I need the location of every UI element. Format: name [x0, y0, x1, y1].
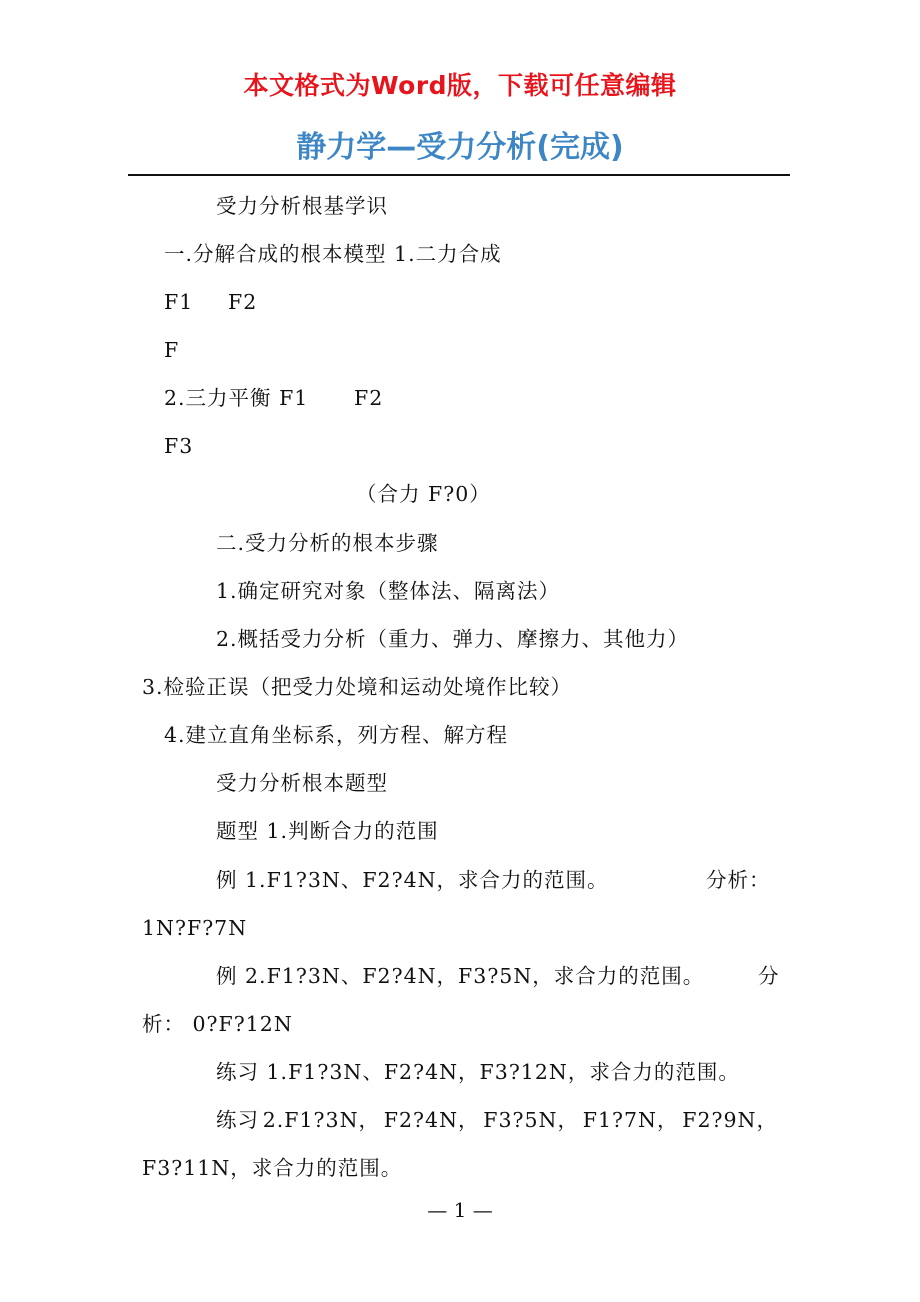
paragraph-line: 3.检验正误（把受力处境和运动处境作比较） — [142, 675, 573, 699]
paragraph-line: 1.确定研究对象（整体法、隔离法） — [216, 579, 561, 603]
text-segment: F2?4N， — [383, 1108, 480, 1132]
paragraph-line: F3?11N，求合力的范围。 — [142, 1156, 403, 1180]
paragraph-line: 分 — [758, 964, 780, 988]
text-segment: 2.F1?3N， — [262, 1108, 381, 1132]
download-banner: 本文格式为Word版，下载可任意编辑 — [243, 71, 677, 100]
text-segment: F2?9N， — [682, 1108, 778, 1132]
paragraph-line: （合力 F?0） — [356, 482, 491, 506]
paragraph-line: 题型 1.判断合力的范围 — [216, 819, 439, 843]
paragraph-line — [216, 1107, 778, 1133]
title-divider — [128, 174, 790, 176]
paragraph-line: F — [164, 338, 180, 362]
paragraph-line: F2 — [228, 290, 258, 314]
text-segment: F1?7N， — [582, 1108, 679, 1132]
paragraph-line: 2.三力平衡 F1 — [164, 386, 309, 410]
paragraph-line: 例 1.F1?3N、F2?4N，求合力的范围。 — [216, 868, 609, 892]
paragraph-line: 一.分解合成的根本模型 1.二力合成 — [164, 242, 502, 266]
paragraph-line: 练习 1.F1?3N、F2?4N，F3?12N，求合力的范围。 — [216, 1060, 740, 1084]
document-title: 静力学—受力分析(完成) — [296, 130, 624, 165]
text-segment: 练习 — [216, 1108, 259, 1132]
paragraph-line: 析： 0?F?12N — [142, 1012, 293, 1036]
paragraph-line: 1N?F?7N — [142, 916, 248, 940]
section-heading: 受力分析根本题型 — [216, 771, 388, 795]
text-segment: F3?5N， — [483, 1108, 579, 1132]
section-heading: 受力分析根基学识 — [216, 194, 388, 218]
section-heading: 二.受力分析的根本步骤 — [216, 531, 439, 555]
paragraph-line: F2 — [354, 386, 384, 410]
paragraph-line: F1 — [164, 290, 194, 314]
paragraph-line: 例 2.F1?3N、F2?4N，F3?5N，求合力的范围。 — [216, 964, 705, 988]
page-number: — 1 — — [427, 1198, 493, 1222]
paragraph-line: 4.建立直角坐标系，列方程、解方程 — [164, 723, 509, 747]
paragraph-line: F3 — [164, 434, 194, 458]
paragraph-line: 分析： — [706, 868, 771, 892]
paragraph-line: 2.概括受力分析（重力、弹力、摩擦力、其他力） — [216, 627, 690, 651]
